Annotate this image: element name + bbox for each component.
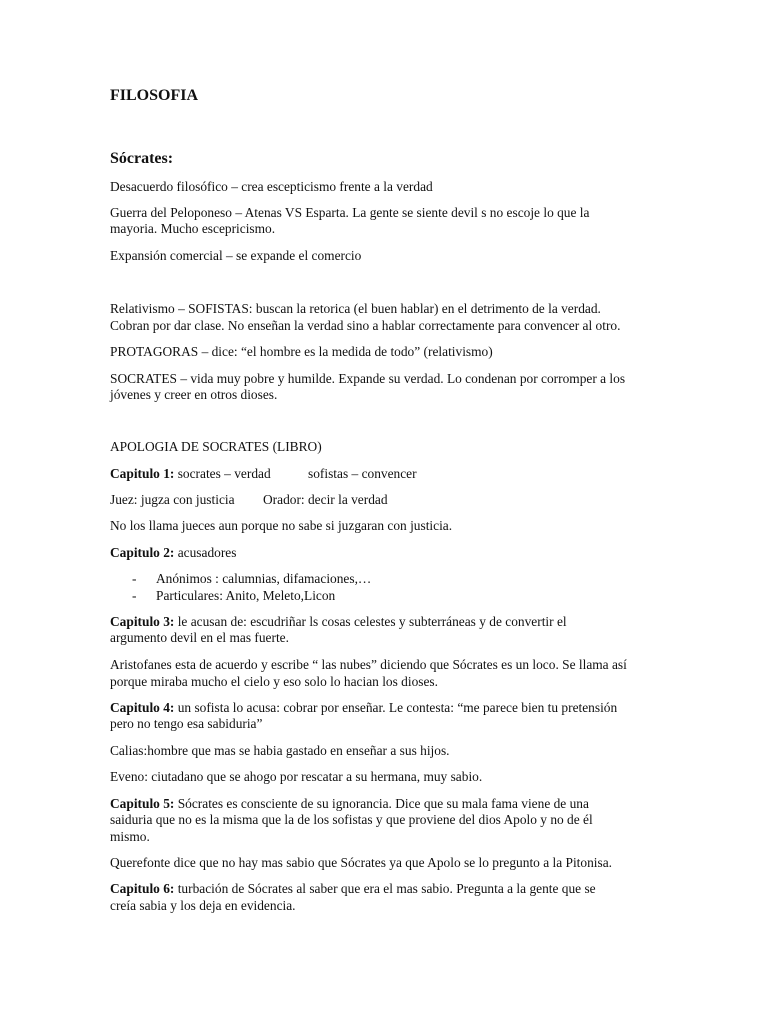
chapter-4-line: [110, 700, 617, 717]
paragraph: Expansión comercial – se expande el comercio: [110, 248, 362, 263]
paragraph: Querefonte dice que no hay mas sabio que Sócrates ya que Apolo se lo pregunto a la Pitonisa.: [110, 855, 613, 870]
paragraph: Eveno: ciutadano que se ahogo por rescatar a su hermana, muy sabio.: [110, 769, 483, 784]
chapter-text: turbación de Sócrates al saber que era el mas sabio. Pregunta a la gente que se: [174, 881, 596, 896]
chapter-label: Capitulo 2:: [110, 545, 175, 560]
chapter-text: le acusan de: escudriñar ls cosas celestes y subterráneas y de convertir el: [174, 614, 567, 629]
paragraph-line: mayoria. Mucho escepricismo.: [110, 221, 276, 236]
paragraph: Orador: decir la verdad: [263, 492, 388, 507]
chapter-text: socrates – verdad: [174, 466, 271, 481]
list-item: Particulares: Anito, Meleto,Licon: [156, 588, 336, 603]
list-item: Anónimos : calumnias, difamaciones,…: [156, 571, 372, 586]
paragraph-line: porque miraba mucho el cielo y eso solo lo hacian los dioses.: [110, 674, 438, 689]
chapter-6-line: [110, 881, 596, 898]
chapter-label: Capitulo 5:: [110, 796, 175, 811]
document-title: FILOSOFIA: [110, 87, 199, 104]
chapter-label: Capitulo 3:: [110, 614, 175, 629]
book-heading: APOLOGIA DE SOCRATES (LIBRO): [110, 439, 322, 454]
chapter-label: Capitulo 1:: [110, 466, 175, 481]
chapter-label: Capitulo 4:: [110, 700, 175, 715]
paragraph-line: saiduria que no es la misma que la de los sofistas y que proviene del dios Apolo y no de él: [110, 812, 593, 827]
paragraph: PROTAGORAS – dice: “el hombre es la medida de todo” (relativismo): [110, 344, 493, 359]
paragraph-line: argumento devil en el mas fuerte.: [110, 630, 289, 645]
paragraph-line: Cobran por dar clase. No enseñan la verdad sino a hablar correctamente para convencer al otro.: [110, 318, 621, 333]
chapter-1-line: [110, 466, 271, 483]
paragraph: Desacuerdo filosófico – crea escepticismo frente a la verdad: [110, 179, 433, 194]
bullet-marker: -: [132, 588, 137, 603]
paragraph-line: Guerra del Peloponeso – Atenas VS Esparta. La gente se siente devil s no escoje lo que la: [110, 205, 590, 220]
chapter-3-line: [110, 614, 567, 631]
chapter-label: Capitulo 6:: [110, 881, 175, 896]
chapter-text: un sofista lo acusa: cobrar por enseñar. Le contesta: “me parece bien tu pretensión: [174, 700, 618, 715]
chapter-text: acusadores: [174, 545, 237, 560]
paragraph-line: creía sabia y los deja en evidencia.: [110, 898, 296, 913]
paragraph-line: jóvenes y creer en otros dioses.: [110, 387, 278, 402]
chapter-2-line: [110, 545, 236, 562]
paragraph-line: Aristofanes esta de acuerdo y escribe “ las nubes” diciendo que Sócrates es un loco. Se llama así: [110, 657, 627, 672]
paragraph-line: mismo.: [110, 829, 150, 844]
paragraph: Calias:hombre que mas se habia gastado en enseñar a sus hijos.: [110, 743, 450, 758]
paragraph-line: SOCRATES – vida muy pobre y humilde. Expande su verdad. Lo condenan por corromper a los: [110, 371, 626, 386]
paragraph-line: Relativismo – SOFISTAS: buscan la retorica (el buen hablar) en el detrimento de la verdad.: [110, 301, 601, 316]
paragraph: Juez: jugza con justicia: [110, 492, 235, 507]
chapter-text: sofistas – convencer: [308, 466, 417, 481]
chapter-5-line: [110, 796, 589, 813]
bullet-marker: -: [132, 571, 137, 586]
section-heading: Sócrates:: [110, 150, 174, 167]
paragraph-line: pero no tengo esa sabiduria”: [110, 716, 263, 731]
paragraph: No los llama jueces aun porque no sabe si juzgaran con justicia.: [110, 518, 453, 533]
chapter-text: Sócrates es consciente de su ignorancia. Dice que su mala fama viene de una: [174, 796, 589, 811]
